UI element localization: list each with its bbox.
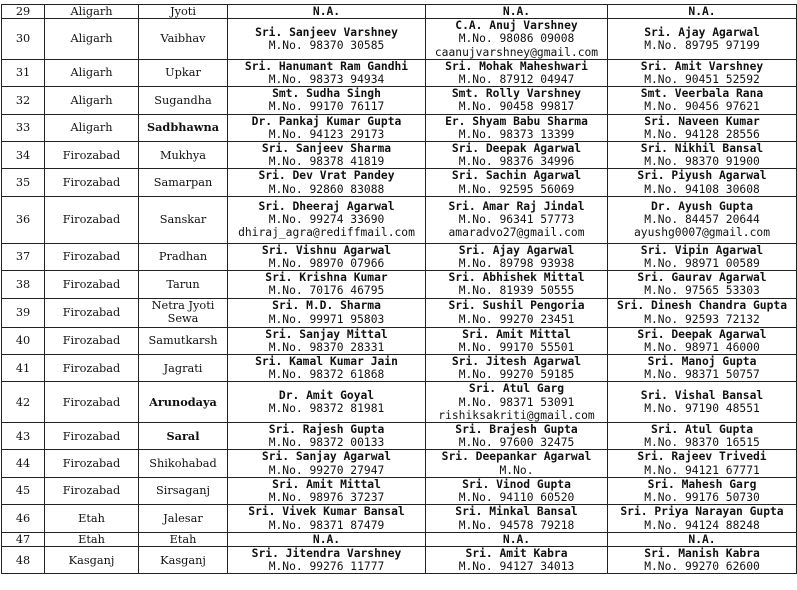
district-cell: Firozabad xyxy=(45,298,139,327)
contact-cell-2 xyxy=(426,450,608,477)
contact-cell-1 xyxy=(228,355,426,382)
table-row xyxy=(2,114,797,141)
ward-cell: Etah xyxy=(139,532,228,546)
table-row xyxy=(2,271,797,298)
table-row xyxy=(2,59,797,86)
contact-mobile: M.No. 96341 57773 xyxy=(458,213,575,227)
contact-cell-2 xyxy=(426,59,608,86)
contact-email: amaradvo27@gmail.com xyxy=(448,226,585,240)
contact-email: dhiraj_agra@rediffmail.com xyxy=(238,226,415,240)
contact-cell-3 xyxy=(608,382,797,423)
contact-name: Sri. Vishal Bansal xyxy=(640,389,764,403)
table-row xyxy=(2,169,797,196)
contact-mobile: M.No. 98371 50757 xyxy=(644,368,760,382)
contact-cell-1 xyxy=(228,505,426,532)
contact-cell-1 xyxy=(228,196,426,243)
contact-name: Sri. Sanjay Mittal xyxy=(265,327,388,341)
serial-number-cell: 45 xyxy=(2,477,45,504)
table-row xyxy=(2,298,797,327)
ward-cell: Sugandha xyxy=(139,87,228,114)
contact-cell-1 xyxy=(228,243,426,270)
contact-cell-3 xyxy=(608,114,797,141)
table-row xyxy=(2,450,797,477)
table-row xyxy=(2,477,797,504)
contact-cell-3 xyxy=(608,87,797,114)
table-row xyxy=(2,19,797,60)
contact-mobile: M.No. 81939 50555 xyxy=(458,284,575,298)
ward-cell: Upkar xyxy=(139,59,228,86)
contact-name: Sri. Jitesh Agarwal xyxy=(451,355,582,369)
contact-name: Sri. Ajay Agarwal xyxy=(644,25,760,39)
contact-cell-1 xyxy=(228,59,426,86)
coordinators-table xyxy=(1,4,797,574)
ward-cell: Samarpan xyxy=(139,169,228,196)
contact-mobile: M.No. 99270 27947 xyxy=(268,463,385,477)
ward-cell: Mukhya xyxy=(139,142,228,169)
contact-name: Sri. Naveen Kumar xyxy=(644,114,760,128)
contact-mobile: M.No. 98370 16515 xyxy=(644,436,760,450)
contact-name: Sri. Gaurav Agarwal xyxy=(637,271,767,285)
contact-mobile: M.No. 97565 53303 xyxy=(644,284,760,298)
contact-mobile: M.No. 98971 00589 xyxy=(644,257,760,271)
contact-cell-1 xyxy=(228,327,426,354)
contact-name: Sri. Amar Raj Jindal xyxy=(448,200,585,214)
ward-cell: Jalesar xyxy=(139,505,228,532)
contact-mobile: M.No. 98372 81981 xyxy=(268,402,385,416)
contact-cell-3 xyxy=(608,546,797,573)
contact-name: Sri. Rajesh Gupta xyxy=(268,423,385,437)
table-row xyxy=(2,87,797,114)
table-row xyxy=(2,505,797,532)
contact-mobile: M.No. 90458 99817 xyxy=(458,100,575,114)
serial-number-cell: 43 xyxy=(2,423,45,450)
serial-number-cell: 30 xyxy=(2,19,45,60)
serial-number-cell: 35 xyxy=(2,169,45,196)
contact-cell-3 xyxy=(608,243,797,270)
contact-name: Sri. Manish Kabra xyxy=(644,546,760,560)
contact-cell-1 xyxy=(228,19,426,60)
contact-cell-3 xyxy=(608,423,797,450)
contact-mobile: M.No. 90456 97621 xyxy=(644,100,760,114)
contact-mobile: M.No. 97190 48551 xyxy=(644,402,760,416)
contact-mobile: M.No. 84457 20644 xyxy=(644,213,760,227)
contact-mobile: M.No. 87912 04947 xyxy=(458,73,575,87)
contact-name: Sri. Sanjay Agarwal xyxy=(261,450,392,464)
contact-cell-2 xyxy=(426,169,608,196)
contact-name: Sri. M.D. Sharma xyxy=(272,299,381,313)
contact-mobile: M.No. 98970 07966 xyxy=(268,257,385,271)
contact-mobile: M.No. 99270 23451 xyxy=(458,312,575,326)
contact-mobile: M.No. 99270 62600 xyxy=(644,560,760,574)
contact-mobile: M.No. 99274 33690 xyxy=(268,213,385,227)
contact-name: Dr. Pankaj Kumar Gupta xyxy=(251,114,402,128)
serial-number-cell: 32 xyxy=(2,87,45,114)
contact-name: Sri. Deepankar Agarwal xyxy=(441,450,592,464)
contact-cell-3 xyxy=(608,59,797,86)
contact-cell-2 xyxy=(426,19,608,60)
ward-cell: Vaibhav xyxy=(139,19,228,60)
contact-name: Sri. Jitendra Varshney xyxy=(251,546,402,560)
contact-name: Sri. Krishna Kumar xyxy=(265,271,388,285)
contact-name: Sri. Rajeev Trivedi xyxy=(637,450,767,464)
contact-mobile: M.No. 98370 28331 xyxy=(268,340,385,354)
contact-cell-3 xyxy=(608,19,797,60)
contact-cell-2 xyxy=(426,327,608,354)
contact-mobile: M.No. 98372 00133 xyxy=(268,436,385,450)
ward-cell: Arunodaya xyxy=(139,382,228,423)
contact-name: Sri. Kamal Kumar Jain xyxy=(255,355,398,369)
not-available-cell: N.A. xyxy=(608,532,797,546)
contact-mobile: M.No. 98373 13399 xyxy=(458,127,575,141)
contact-mobile: M.No. 94127 34013 xyxy=(458,560,575,574)
contact-name: Sri. Abhishek Mittal xyxy=(448,271,585,285)
contact-mobile: M.No. 98371 53091 xyxy=(458,395,575,409)
serial-number-cell: 29 xyxy=(2,5,45,19)
contact-name: Sri. Mahesh Garg xyxy=(647,477,757,491)
not-available-cell: N.A. xyxy=(426,532,608,546)
contact-email: caanujvarshney@gmail.com xyxy=(434,45,599,59)
contact-cell-3 xyxy=(608,271,797,298)
contact-cell-3 xyxy=(608,169,797,196)
district-cell: Etah xyxy=(45,505,139,532)
serial-number-cell: 47 xyxy=(2,532,45,546)
contact-mobile: M.No. 70176 46795 xyxy=(268,284,385,298)
contact-cell-3 xyxy=(608,142,797,169)
contact-mobile: M.No. 94121 67771 xyxy=(644,463,760,477)
contact-mobile: M.No. 98372 61868 xyxy=(268,368,385,382)
contact-mobile: M.No. 98370 91900 xyxy=(644,155,760,169)
table-row xyxy=(2,142,797,169)
contact-mobile: M.No. 92595 56069 xyxy=(458,182,575,196)
ward-cell: Tarun xyxy=(139,271,228,298)
contact-mobile: M.No. 98371 87479 xyxy=(268,518,385,532)
serial-number-cell: 39 xyxy=(2,298,45,327)
contact-cell-3 xyxy=(608,477,797,504)
district-cell: Firozabad xyxy=(45,355,139,382)
district-cell: Firozabad xyxy=(45,450,139,477)
district-cell: Firozabad xyxy=(45,243,139,270)
serial-number-cell: 48 xyxy=(2,546,45,573)
contact-mobile: M.No. 92593 72132 xyxy=(644,312,760,326)
contact-name: Sri. Piyush Agarwal xyxy=(637,169,767,183)
contact-name: Sri. Vivek Kumar Bansal xyxy=(248,505,405,519)
contact-email: ayushg0007@gmail.com xyxy=(633,226,771,240)
district-cell: Firozabad xyxy=(45,477,139,504)
table-body xyxy=(2,5,797,574)
contact-mobile: M.No. 98971 46000 xyxy=(644,340,760,354)
contact-cell-1 xyxy=(228,114,426,141)
contact-cell-2 xyxy=(426,355,608,382)
district-cell: Firozabad xyxy=(45,327,139,354)
ward-cell: Shikohabad xyxy=(139,450,228,477)
contact-cell-1 xyxy=(228,298,426,327)
contact-cell-1 xyxy=(228,169,426,196)
contact-name: Sri. Sanjeev Sharma xyxy=(261,142,392,156)
contact-name: Dr. Amit Goyal xyxy=(278,389,375,403)
contact-cell-3 xyxy=(608,298,797,327)
not-available-cell: N.A. xyxy=(426,5,608,19)
contact-cell-2 xyxy=(426,196,608,243)
not-available-cell: N.A. xyxy=(228,532,426,546)
contact-name: Sri. Sanjeev Varshney xyxy=(255,25,398,39)
district-cell: Firozabad xyxy=(45,196,139,243)
district-cell: Aligarh xyxy=(45,59,139,86)
ward-cell: Sirsaganj xyxy=(139,477,228,504)
contact-name: Sri. Hanumant Ram Gandhi xyxy=(244,59,409,73)
district-cell: Kasganj xyxy=(45,546,139,573)
contact-name: Sri. Vinod Gupta xyxy=(462,477,571,491)
contact-cell-1 xyxy=(228,423,426,450)
contact-mobile: M.No. 94124 88248 xyxy=(644,518,760,532)
serial-number-cell: 31 xyxy=(2,59,45,86)
contact-mobile: M.No. 94108 30608 xyxy=(644,182,760,196)
contact-name: Smt. Veerbala Rana xyxy=(640,87,764,101)
table-row xyxy=(2,5,797,19)
serial-number-cell: 38 xyxy=(2,271,45,298)
contact-cell-1 xyxy=(228,546,426,573)
contact-name: Sri. Mohak Maheshwari xyxy=(445,59,588,73)
contact-cell-3 xyxy=(608,196,797,243)
contact-mobile: M.No. 98373 94934 xyxy=(268,73,385,87)
contact-name: Smt. Sudha Singh xyxy=(272,87,381,101)
contact-mobile: M.No. 99170 76117 xyxy=(268,100,385,114)
ward-cell: Netra Jyoti Sewa xyxy=(139,298,228,327)
serial-number-cell: 40 xyxy=(2,327,45,354)
contact-email: rishiksakriti@gmail.com xyxy=(438,408,595,422)
contact-name: Sri. Nikhil Bansal xyxy=(640,142,764,156)
contact-cell-2 xyxy=(426,505,608,532)
contact-cell-3 xyxy=(608,327,797,354)
contact-mobile: M.No. 99170 55501 xyxy=(458,340,575,354)
contact-cell-2 xyxy=(426,243,608,270)
contact-name: Sri. Vishnu Agarwal xyxy=(261,243,392,257)
table-row xyxy=(2,355,797,382)
contact-name: Sri. Sushil Pengoria xyxy=(448,299,585,313)
contact-cell-1 xyxy=(228,450,426,477)
contact-name: Sri. Ajay Agarwal xyxy=(458,243,575,257)
contact-mobile: M.No. 97600 32475 xyxy=(458,436,575,450)
contact-mobile: M.No. 94123 29173 xyxy=(268,127,385,141)
contact-cell-2 xyxy=(426,271,608,298)
ward-cell: Kasganj xyxy=(139,546,228,573)
ward-cell: Jagrati xyxy=(139,355,228,382)
contact-name: Sri. Deepak Agarwal xyxy=(451,142,582,156)
district-cell: Firozabad xyxy=(45,382,139,423)
ward-cell: Sadbhawna xyxy=(139,114,228,141)
table-row xyxy=(2,196,797,243)
table-row xyxy=(2,423,797,450)
contact-mobile: M.No. 92860 83088 xyxy=(268,182,385,196)
table-row xyxy=(2,243,797,270)
district-cell: Firozabad xyxy=(45,423,139,450)
not-available-cell: N.A. xyxy=(608,5,797,19)
contact-name: Sri. Priya Narayan Gupta xyxy=(620,505,784,519)
serial-number-cell: 41 xyxy=(2,355,45,382)
contact-cell-2 xyxy=(426,382,608,423)
contact-cell-1 xyxy=(228,142,426,169)
contact-name: Sri. Amit Mittal xyxy=(272,477,381,491)
contact-name: Sri. Dinesh Chandra Gupta xyxy=(616,299,788,313)
contact-cell-2 xyxy=(426,298,608,327)
contact-mobile: M.No. 98976 37237 xyxy=(268,491,385,505)
contact-mobile: M.No. 98370 30585 xyxy=(268,39,385,52)
table-row xyxy=(2,382,797,423)
contact-name: Sri. Amit Varshney xyxy=(640,59,764,73)
contact-mobile: M.No. 94128 28556 xyxy=(644,127,760,141)
contact-name: Sri. Minkal Bansal xyxy=(455,505,578,519)
contact-mobile: M.No. 98086 09008 xyxy=(458,32,575,46)
contact-mobile: M.No. 90451 52592 xyxy=(644,73,760,87)
table-row xyxy=(2,532,797,546)
contact-cell-1 xyxy=(228,87,426,114)
district-cell: Aligarh xyxy=(45,5,139,19)
district-cell: Aligarh xyxy=(45,87,139,114)
district-cell: Aligarh xyxy=(45,114,139,141)
table-row xyxy=(2,546,797,573)
contact-mobile: M.No. 99971 95803 xyxy=(268,312,385,326)
contact-cell-2 xyxy=(426,114,608,141)
contact-cell-1 xyxy=(228,382,426,423)
contact-mobile: M.No. 94578 79218 xyxy=(458,518,575,532)
contact-name: Sri. Atul Gupta xyxy=(650,423,754,437)
contact-name: Sri. Brajesh Gupta xyxy=(455,423,578,437)
contact-name: Sri. Atul Garg xyxy=(468,382,565,396)
contact-mobile: M.No. 89795 97199 xyxy=(644,39,760,52)
ward-cell: Sanskar xyxy=(139,196,228,243)
contact-cell-3 xyxy=(608,450,797,477)
contact-mobile: M.No. 99276 11777 xyxy=(268,560,385,574)
contact-name: Sri. Deepak Agarwal xyxy=(637,327,767,341)
table-row xyxy=(2,327,797,354)
contact-name: Sri. Dev Vrat Pandey xyxy=(258,169,395,183)
district-cell: Firozabad xyxy=(45,271,139,298)
contact-mobile: M.No. xyxy=(499,463,534,477)
contact-name: Sri. Dheeraj Agarwal xyxy=(258,200,395,214)
contact-name: Smt. Rolly Varshney xyxy=(451,87,582,101)
serial-number-cell: 33 xyxy=(2,114,45,141)
contact-name: Er. Shyam Babu Sharma xyxy=(445,114,588,128)
serial-number-cell: 36 xyxy=(2,196,45,243)
serial-number-cell: 42 xyxy=(2,382,45,423)
contact-cell-1 xyxy=(228,477,426,504)
contact-cell-3 xyxy=(608,505,797,532)
contact-cell-2 xyxy=(426,546,608,573)
ward-cell: Jyoti xyxy=(139,5,228,19)
contact-mobile: M.No. 98376 34996 xyxy=(458,155,575,169)
contact-cell-2 xyxy=(426,142,608,169)
contact-mobile: M.No. 94110 60520 xyxy=(458,491,575,505)
contact-cell-2 xyxy=(426,87,608,114)
contact-name: Dr. Ayush Gupta xyxy=(650,200,754,214)
district-cell: Firozabad xyxy=(45,142,139,169)
ward-cell: Saral xyxy=(139,423,228,450)
contact-mobile: M.No. 98378 41819 xyxy=(268,155,385,169)
contact-name: Sri. Vipin Agarwal xyxy=(640,243,764,257)
contact-name: Sri. Manoj Gupta xyxy=(647,355,757,369)
district-cell: Aligarh xyxy=(45,19,139,60)
ward-cell: Samutkarsh xyxy=(139,327,228,354)
contact-name: Sri. Amit Mittal xyxy=(462,327,571,341)
serial-number-cell: 46 xyxy=(2,505,45,532)
serial-number-cell: 34 xyxy=(2,142,45,169)
contact-mobile: M.No. 99270 59185 xyxy=(458,368,575,382)
contact-name: Sri. Sachin Agarwal xyxy=(451,169,582,183)
contact-cell-2 xyxy=(426,477,608,504)
serial-number-cell: 44 xyxy=(2,450,45,477)
district-cell: Firozabad xyxy=(45,169,139,196)
ward-cell: Pradhan xyxy=(139,243,228,270)
contact-cell-3 xyxy=(608,355,797,382)
serial-number-cell: 37 xyxy=(2,243,45,270)
not-available-cell: N.A. xyxy=(228,5,426,19)
district-cell: Etah xyxy=(45,532,139,546)
contact-cell-1 xyxy=(228,271,426,298)
contact-name: Sri. Amit Kabra xyxy=(465,546,568,560)
contact-mobile: M.No. 89798 93938 xyxy=(458,257,575,271)
contact-cell-2 xyxy=(426,423,608,450)
contact-mobile: M.No. 99176 50730 xyxy=(644,491,760,505)
contact-name: C.A. Anuj Varshney xyxy=(455,19,578,33)
